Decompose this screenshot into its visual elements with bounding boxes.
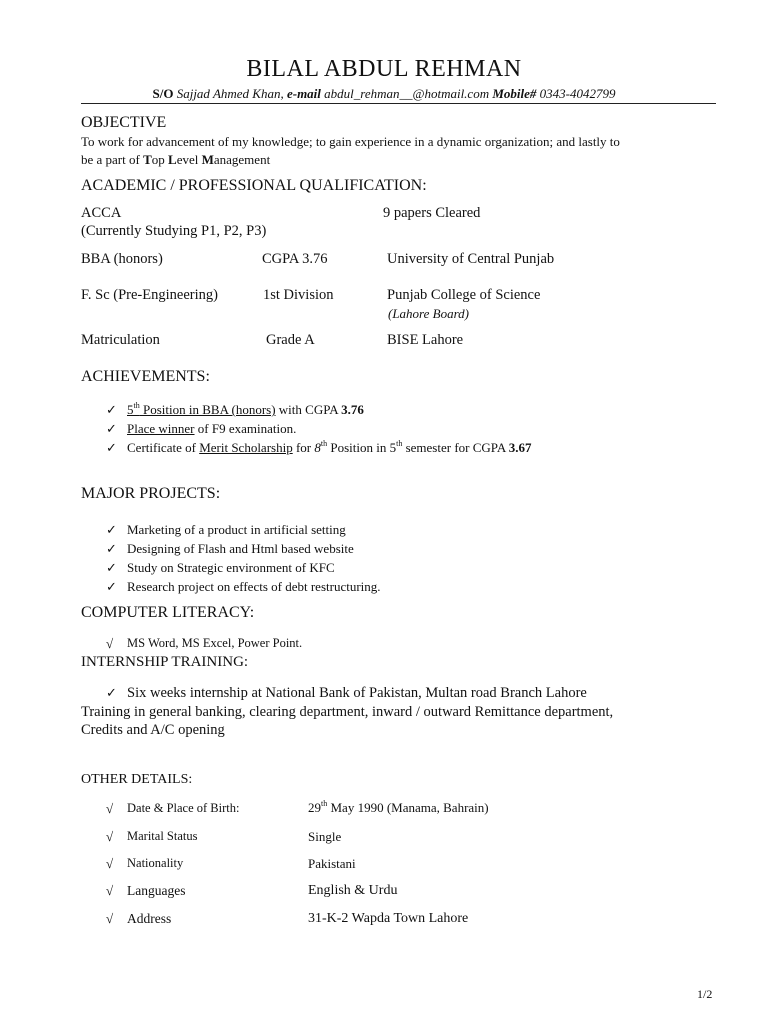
qual-institute: University of Central Punjab <box>387 251 555 267</box>
internship-item: Six weeks internship at National Bank of Pakistan, Multan road Branch Lahore <box>127 685 587 701</box>
achievement-item: Certificate of Merit Scholarship for 8th Position in 5th semester for CGPA 3.67 <box>127 439 532 455</box>
qual-degree: BBA (honors) <box>81 251 163 267</box>
achievements-heading: ACHIEVEMENTS: <box>81 368 210 385</box>
check-icon: ✓ <box>106 560 117 575</box>
project-item: Designing of Flash and Html based website <box>127 541 354 556</box>
check-icon: ✓ <box>106 402 117 417</box>
acca-label: ACCA <box>81 205 122 221</box>
languages-value: English & Urdu <box>308 883 398 898</box>
candidate-name: BILAL ABDUL REHMAN <box>246 56 522 82</box>
nationality-value: Pakistani <box>308 856 356 871</box>
qual-degree: Matriculation <box>81 332 160 348</box>
achievement-item: 5th Position in BBA (honors) with CGPA 3.76 <box>127 401 364 417</box>
languages-label: Languages <box>127 883 186 898</box>
address-label: Address <box>127 911 172 926</box>
objective-line-2: be a part of Top Level Management <box>81 152 271 167</box>
acca-papers: 9 papers Cleared <box>383 205 481 221</box>
root-check-icon: √ <box>106 829 114 844</box>
page-number: 1/2 <box>697 987 713 1001</box>
qual-note: (Lahore Board) <box>388 306 470 321</box>
computer-heading: COMPUTER LITERACY: <box>81 604 255 621</box>
check-icon: ✓ <box>106 421 117 436</box>
marital-label: Marital Status <box>127 829 198 843</box>
computer-item: MS Word, MS Excel, Power Point. <box>127 636 303 650</box>
check-icon: ✓ <box>106 541 117 556</box>
qual-institute: Punjab College of Science <box>387 287 541 303</box>
root-check-icon: √ <box>106 856 114 871</box>
qual-institute: BISE Lahore <box>387 332 464 348</box>
project-item: Research project on effects of debt restructuring. <box>127 579 381 594</box>
check-icon: ✓ <box>106 522 117 537</box>
project-item: Study on Strategic environment of KFC <box>127 560 335 575</box>
qual-degree: F. Sc (Pre-Engineering) <box>81 287 218 303</box>
acca-note: (Currently Studying P1, P2, P3) <box>81 223 267 239</box>
root-check-icon: √ <box>106 636 114 651</box>
qual-result: CGPA 3.76 <box>262 251 328 267</box>
other-heading: OTHER DETAILS: <box>81 772 193 787</box>
dob-label: Date & Place of Birth: <box>127 801 240 815</box>
internship-desc: Training in general banking, clearing department, inward / outward Remittance department, <box>81 704 614 720</box>
address-value: 31-K-2 Wapda Town Lahore <box>308 911 469 926</box>
header-divider <box>81 103 716 104</box>
qualification-heading: ACADEMIC / PROFESSIONAL QUALIFICATION: <box>81 177 427 194</box>
achievement-item: Place winner of F9 examination. <box>127 421 297 436</box>
contact-line: S/O Sajjad Ahmed Khan, e-mail abdul_rehman__@hotmail.com Mobile# 0343-4042799 <box>152 86 616 101</box>
root-check-icon: √ <box>106 883 114 898</box>
internship-desc: Credits and A/C opening <box>81 722 225 738</box>
project-item: Marketing of a product in artificial setting <box>127 522 346 537</box>
nationality-label: Nationality <box>127 856 184 870</box>
check-icon: ✓ <box>106 685 117 700</box>
root-check-icon: √ <box>106 801 114 816</box>
qual-result: 1st Division <box>263 287 334 303</box>
internship-heading: INTERNSHIP TRAINING: <box>81 654 249 670</box>
marital-value: Single <box>308 829 342 844</box>
dob-value: 29th May 1990 (Manama, Bahrain) <box>308 799 489 815</box>
projects-heading: MAJOR PROJECTS: <box>81 485 221 502</box>
objective-heading: OBJECTIVE <box>81 114 167 131</box>
objective-line-1: To work for advancement of my knowledge; to gain experience in a dynamic organization; and lastly to <box>81 134 620 149</box>
qual-result: Grade A <box>266 332 315 348</box>
check-icon: ✓ <box>106 579 117 594</box>
check-icon: ✓ <box>106 440 117 455</box>
root-check-icon: √ <box>106 911 114 926</box>
